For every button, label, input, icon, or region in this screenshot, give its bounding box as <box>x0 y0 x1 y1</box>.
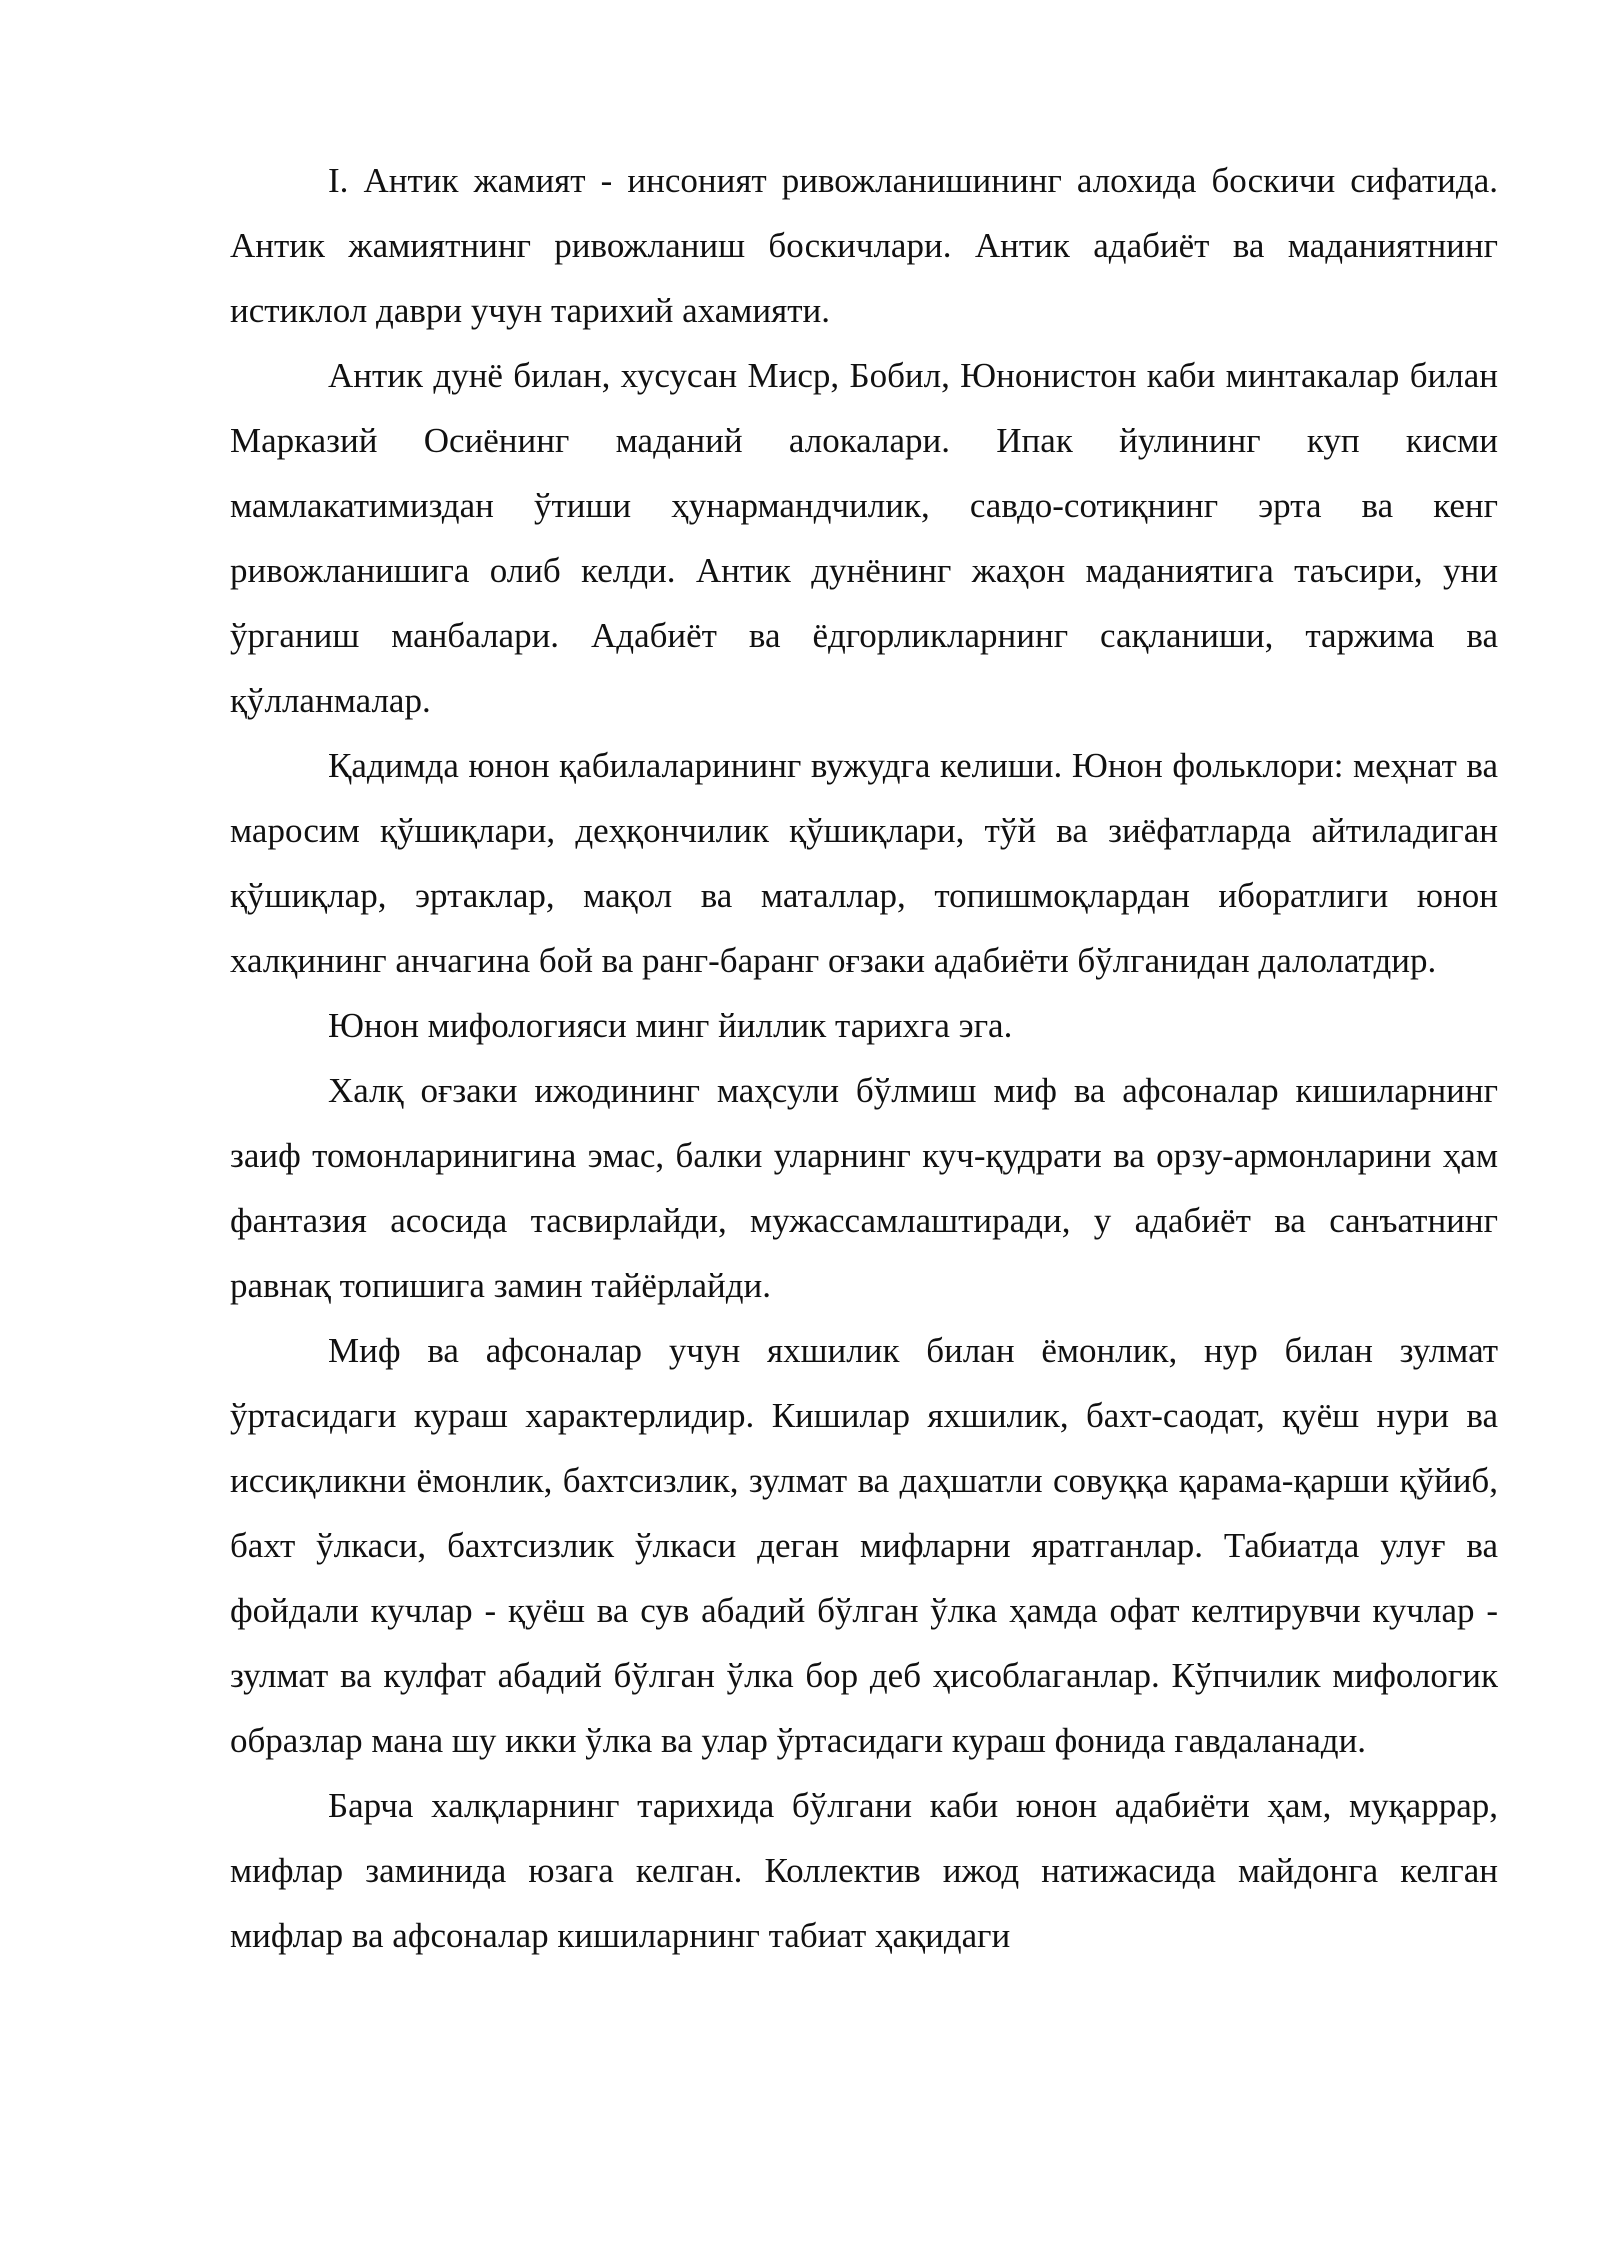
paragraph-greek-literature: Барча халқларнинг тарихида бўлгани каби юнон адабиёти ҳам, муқаррар, мифлар заминида юзага келган. Коллектив ижод натижасида майдонга келган мифлар ва афсоналар кишиларнинг табиат ҳақидаги <box>230 1786 1498 1955</box>
document-page <box>230 148 1498 1968</box>
paragraph-myths-legends: Халқ оғзаки ижодининг маҳсули бўлмиш миф ва афсоналар кишиларнинг заиф томонларинигина эмас, балки уларнинг куч-қудрати ва орзу-армонларини ҳам фантазия асосида тасвирлайди, мужассамлаштиради, у адабиёт ва санъатнинг равнақ топишига замин тайёрлайди. <box>230 1071 1498 1305</box>
paragraph-good-and-evil: Миф ва афсоналар учун яхшилик билан ёмонлик, нур билан зулмат ўртасидаги кураш характерлидир. Кишилар яхшилик, бахт-саодат, қуёш нури ва иссиқликни ёмонлик, бахтсизлик, зулмат ва даҳшатли совуққа қарама-қарши қўйиб, бахт ўлкаси, бахтсизлик ўлкаси деган мифларни яратганлар. Табиатда улуғ ва фойдали кучлар - қуёш ва сув абадий бўлган ўлка ҳамда офат келтирувчи кучлар - зулмат ва кулфат абадий бўлган ўлка бор деб ҳисоблаганлар. Кўпчилик мифологик образлар мана шу икки ўлка ва улар ўртасидаги кураш фонида гавдаланади. <box>230 1331 1498 1760</box>
paragraph-greek-mythology: Юнон мифологияси минг йиллик тарихга эга. <box>328 1006 1013 1045</box>
paragraph-greek-folklore: Қадимда юнон қабилаларининг вужудга келиши. Юнон фольклори: меҳнат ва маросим қўшиқлари, деҳқончилик қўшиқлари, тўй ва зиёфатларда айтиладиган қўшиқлар, эртаклар, мақол ва маталлар, топишмоқлардан иборатлиги юнон халқининг анчагина бой ва ранг-баранг оғзаки адабиёти бўлганидан далолатдир. <box>230 746 1498 980</box>
paragraph-antique-society: I. Антик жамият - инсоният ривожланишининг алохида боскичи сифатида. Антик жамиятнинг ривожланиш боскичлари. Антик адабиёт ва маданиятнинг истиклол даври учун тарихий ахамияти. <box>230 161 1498 330</box>
paragraph-cultural-relations: Антик дунё билан, хусусан Миср, Бобил, Юнонистон каби минтакалар билан Марказий Осиёнинг маданий алокалари. Ипак йулининг куп кисми мамлакатимиздан ўтиши ҳунармандчилик, савдо-сотиқнинг эрта ва кенг ривожланишига олиб келди. Антик дунёнинг жаҳон маданиятига таъсири, уни ўрганиш манбалари. Адабиёт ва ёдгорликларнинг сақланиши, таржима ва қўлланмалар. <box>230 356 1498 720</box>
